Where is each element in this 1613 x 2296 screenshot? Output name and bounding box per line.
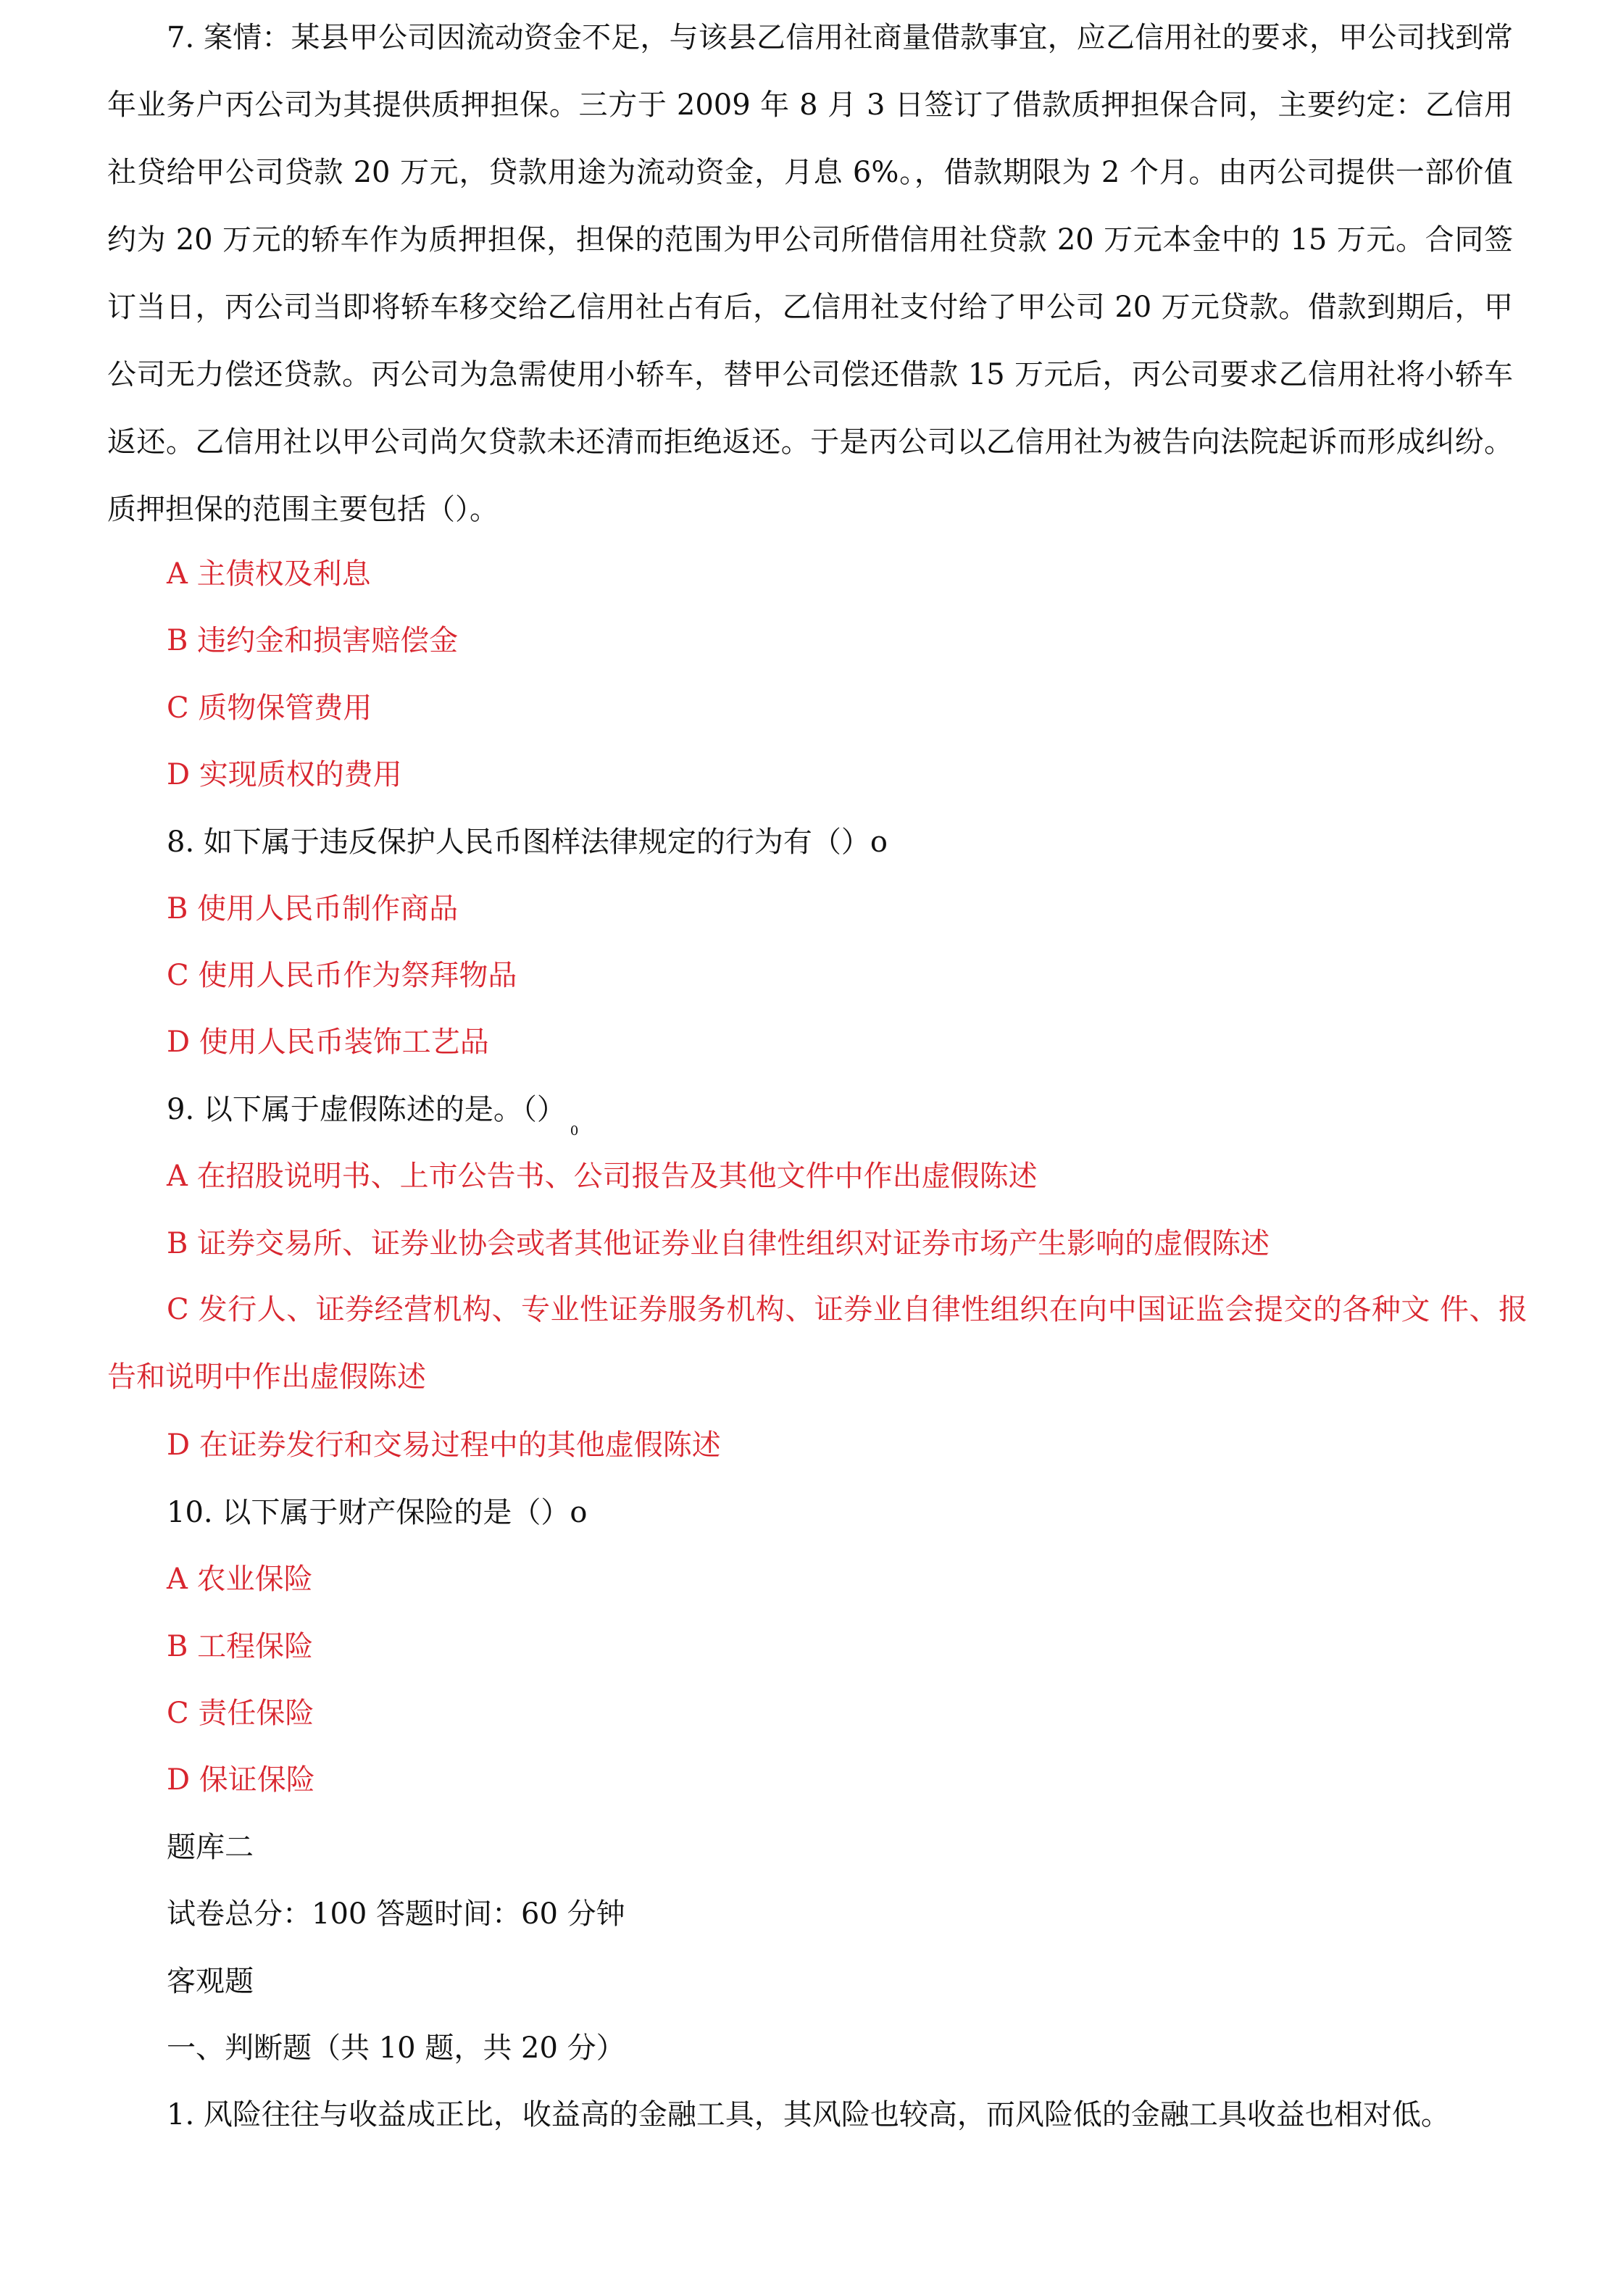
question-7-option-b: B 违约金和损害赔偿金 (167, 624, 459, 657)
bank-2-item-1: 1. 风险往往与收益成正比，收益高的金融工具，其风险也较高，而风险低的金融工具收益也相对低。 (167, 2098, 1450, 2131)
question-9-option-a: A 在招股说明书、上市公告书、公司报告及其他文件中作出虚假陈述 (167, 1160, 1038, 1193)
question-7-option-d: D 实现质权的费用 (167, 758, 402, 791)
bank-2-section: 客观题 (167, 1965, 254, 1998)
question-8-option-d: D 使用人民币装饰工艺品 (167, 1026, 489, 1059)
question-8-option-c: C 使用人民币作为祭拜物品 (167, 959, 517, 992)
question-7-option-a: A 主债权及利息 (167, 557, 371, 591)
question-9-option-c: C 发行人、证券经营机构、专业性证券服务机构、证券业自律性组织在向中国证监会提交的各种文 件、报告和说明中作出虚假陈述 (107, 1293, 1527, 1394)
question-9-option-b: B 证券交易所、证券业协会或者其他证券业自律性组织对证券市场产生影响的虚假陈述 (167, 1227, 1270, 1260)
question-8-option-b: B 使用人民币制作商品 (167, 892, 459, 926)
bank-2-meta: 试卷总分：100 答题时间：60 分钟 (167, 1897, 625, 1931)
question-9-stem-text: 9. 以下属于虚假陈述的是。（） (167, 1093, 566, 1126)
question-10-stem: 10. 以下属于财产保险的是（）o (167, 1496, 588, 1529)
question-7-stem: 7. 案情：某县甲公司因流动资金不足，与该县乙信用社商量借款事宜，应乙信用社的要求，甲公司找到常年业务户丙公司为其提供质押担保。三方于 2009 年 8 月 3 日签订了借款质押担保合同，主要约定：乙信用社贷给甲公司贷款 20 万元，贷款用途为流动资金，月息 6%。，借款期限为 2 个月。由丙公司提供一部价值约为 20 万元的轿车作为质押担保，担保的范围为甲公司所借信用社贷款 20 万元本金中的 15 万元。合同签订当日，丙公司当即将轿车移交给乙信用社占有后，乙信用社支付给了甲公司 20 万元贷款。借款到期后，甲公司无力偿还贷款。丙公司为急需使用小轿车，替甲公司偿还借款 15 万元后，丙公司要求乙信用社将小轿车返还。乙信用社以甲公司尚欠贷款未还清而拒绝返还。于是丙公司以乙信用社为被告向法院起诉而形成纠纷。质押担保的范围主要包括（）。 (107, 21, 1513, 526)
question-9-option-d: D 在证券发行和交易过程中的其他虚假陈述 (167, 1428, 721, 1462)
bank-2-part-heading: 一、判断题（共 10 题，共 20 分） (167, 2031, 625, 2065)
question-10-option-b: B 工程保险 (167, 1630, 314, 1663)
question-7-option-c: C 质物保管费用 (167, 691, 372, 725)
question-8-stem: 8. 如下属于违反保护人民币图样法律规定的行为有（）o (167, 825, 888, 859)
question-9-stem (167, 1091, 578, 1150)
question-9-stem-mark: 0 (570, 1123, 579, 1139)
question-10-option-c: C 责任保险 (167, 1697, 314, 1730)
bank-2-title: 题库二 (167, 1831, 254, 1864)
question-10-option-d: D 保证保险 (167, 1763, 315, 1797)
question-10-option-a: A 农业保险 (167, 1563, 313, 1596)
